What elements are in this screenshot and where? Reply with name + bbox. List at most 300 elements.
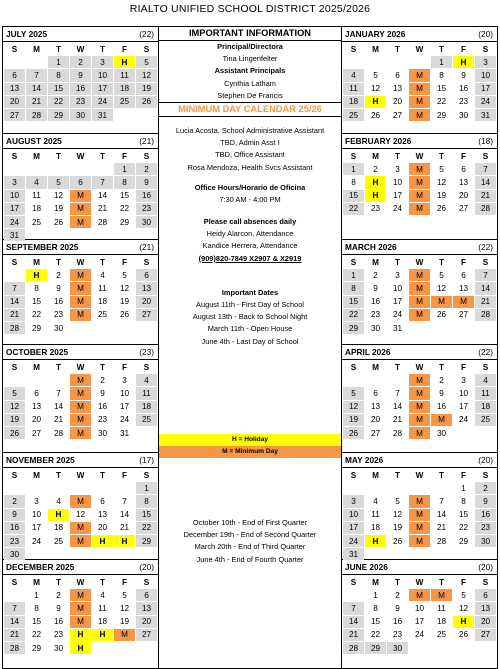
empty-cell	[365, 56, 386, 68]
non-school-day-cell: 30	[4, 548, 25, 560]
weekday-header: W	[415, 44, 424, 54]
day-cell: 29	[31, 643, 42, 653]
empty-cell	[4, 163, 25, 175]
weekday-header: T	[55, 44, 61, 54]
weekday-header: T	[55, 151, 61, 161]
day-cell: 29	[458, 536, 469, 546]
non-school-day-cell: 4	[475, 374, 496, 386]
non-school-day-cell: 30	[387, 642, 408, 654]
empty-cell	[48, 163, 69, 175]
day-cell: 16	[53, 617, 64, 627]
non-school-day-cell: 28	[343, 642, 364, 654]
day-cell: 2	[373, 164, 378, 174]
weekday-header: S	[143, 577, 150, 587]
day-cell: 24	[458, 415, 469, 425]
school-day-count: (23)	[139, 347, 154, 357]
school-day-count: (21)	[139, 136, 154, 146]
non-school-day-cell: 1	[136, 482, 157, 494]
day-cell: 3	[34, 496, 39, 506]
minimum-day-cell: M	[409, 414, 430, 426]
day-grid	[4, 42, 158, 121]
day-cell: 10	[458, 388, 469, 398]
day-cell: 3	[395, 270, 400, 280]
non-school-day-cell: 24	[343, 535, 364, 547]
day-cell: 20	[458, 191, 469, 201]
minimum-day-cell: M	[409, 535, 430, 547]
school-day-count: (20)	[139, 562, 154, 572]
holiday-cell: H	[92, 629, 113, 641]
weekday-header: T	[99, 257, 105, 267]
weekday-header: S	[350, 44, 357, 54]
day-cell: 27	[31, 428, 42, 438]
month-name: JULY 2025	[6, 29, 48, 39]
empty-cell	[4, 589, 25, 601]
minimum-day-cell: M	[409, 163, 430, 175]
day-cell: 24	[392, 204, 403, 214]
month-name: SEPTEMBER 2025	[6, 242, 79, 252]
day-cell: 5	[439, 270, 444, 280]
weekday-header: S	[11, 470, 18, 480]
weekday-header: W	[415, 577, 424, 587]
office-hours: 7:30 AM - 4:00 PM	[219, 194, 281, 204]
minimum-day-cell: M	[70, 203, 91, 215]
non-school-day-cell: 24	[475, 96, 496, 108]
day-cell: 14	[392, 402, 403, 412]
day-cell: 17	[414, 617, 425, 627]
minimum-day-cell: M	[70, 602, 91, 614]
day-cell: 27	[458, 204, 469, 214]
non-school-day-cell: 13	[136, 602, 157, 614]
empty-cell	[26, 374, 47, 386]
day-grid	[4, 149, 158, 241]
weekday-header: F	[460, 470, 466, 480]
month-name: JANUARY 2026	[345, 29, 406, 39]
absence-label: Please call absences daily	[203, 217, 297, 227]
day-grid	[343, 42, 497, 121]
non-school-day-cell: 30	[475, 535, 496, 547]
weekday-header: S	[11, 44, 18, 54]
school-day-count: (21)	[139, 242, 154, 252]
holiday-cell: H	[70, 642, 91, 654]
day-cell: 28	[392, 428, 403, 438]
minimum-day-cell: M	[70, 414, 91, 426]
month-calendar	[3, 560, 159, 668]
non-school-day-cell: 9	[136, 176, 157, 188]
day-cell: 30	[97, 428, 108, 438]
day-cell: 20	[370, 415, 381, 425]
day-cell: 18	[97, 617, 108, 627]
day-cell: 22	[31, 310, 42, 320]
minimum-day-cell: M	[409, 495, 430, 507]
non-school-day-cell: 29	[365, 642, 386, 654]
non-school-day-cell: 23	[4, 535, 25, 547]
day-cell: 23	[458, 97, 469, 107]
month-header	[3, 134, 158, 149]
day-cell: 3	[461, 375, 466, 385]
weekday-header: T	[99, 470, 105, 480]
day-cell: 8	[34, 283, 39, 293]
non-school-day-cell: 25	[114, 96, 135, 108]
day-cell: 21	[392, 415, 403, 425]
day-cell: 25	[31, 217, 42, 227]
day-cell: 15	[119, 191, 130, 201]
month-calendar	[3, 27, 159, 134]
month-name: MARCH 2026	[345, 242, 397, 252]
weekday-header: M	[33, 44, 40, 54]
non-school-day-cell: 15	[136, 509, 157, 521]
non-school-day-cell: 8	[114, 176, 135, 188]
non-school-day-cell: 21	[4, 629, 25, 641]
non-school-day-cell: 31	[92, 109, 113, 121]
non-school-day-cell: 23	[136, 203, 157, 215]
quarter-end-4: June 4th - End of Fourth Quarter	[196, 554, 304, 564]
holiday-cell: H	[26, 269, 47, 281]
weekday-header: T	[55, 362, 61, 372]
empty-cell	[70, 482, 91, 494]
weekday-header: T	[99, 362, 105, 372]
non-school-day-cell: 17	[475, 83, 496, 95]
quarter-end-1: October 10th - End of First Quarter	[192, 518, 308, 527]
minimum-day-cell: M	[70, 269, 91, 281]
day-cell: 23	[53, 630, 64, 640]
day-cell: 17	[31, 523, 42, 533]
day-cell: 13	[97, 510, 108, 520]
minimum-day-cell: M	[70, 522, 91, 534]
non-school-day-cell: 22	[343, 203, 364, 215]
day-cell: 30	[458, 110, 469, 120]
non-school-day-cell: 12	[136, 69, 157, 81]
day-cell: 27	[458, 310, 469, 320]
day-cell: 24	[414, 630, 425, 640]
non-school-day-cell: 5	[48, 176, 69, 188]
weekday-header: F	[121, 470, 127, 480]
day-grid	[4, 255, 158, 334]
month-name: OCTOBER 2025	[6, 347, 69, 357]
day-cell: 5	[461, 590, 466, 600]
weekday-header: T	[394, 470, 400, 480]
empty-cell	[4, 482, 25, 494]
weekday-header: S	[11, 577, 18, 587]
non-school-day-cell: 22	[343, 309, 364, 321]
non-school-day-cell: 7	[92, 176, 113, 188]
holiday-cell: H	[365, 176, 386, 188]
minimum-day-cell: M	[409, 589, 430, 601]
day-cell: 13	[458, 177, 469, 187]
month-name: APRIL 2026	[345, 347, 391, 357]
non-school-day-cell: 12	[4, 401, 25, 413]
weekday-header: S	[143, 44, 150, 54]
weekday-header: S	[350, 577, 357, 587]
non-school-day-cell: 5	[136, 56, 157, 68]
non-school-day-cell: 11	[475, 387, 496, 399]
day-cell: 11	[98, 603, 107, 613]
day-cell: 27	[370, 428, 381, 438]
day-cell: 14	[97, 191, 108, 201]
non-school-day-cell: 20	[136, 296, 157, 308]
holiday-cell: H	[453, 616, 474, 628]
weekday-header: T	[438, 470, 444, 480]
day-cell: 21	[97, 204, 108, 214]
month-header	[342, 27, 497, 42]
day-cell: 12	[119, 603, 130, 613]
non-school-day-cell: 15	[343, 296, 364, 308]
non-school-day-cell: 31	[4, 229, 25, 241]
holiday-cell: H	[114, 535, 135, 547]
minimum-day-cell: M	[70, 216, 91, 228]
day-cell: 26	[392, 536, 403, 546]
minimum-day-cell: M	[409, 69, 430, 81]
day-cell: 9	[461, 70, 466, 80]
non-school-day-cell: 17	[92, 83, 113, 95]
non-school-day-cell: 9	[475, 495, 496, 507]
day-cell: 24	[392, 310, 403, 320]
empty-cell	[343, 56, 364, 68]
month-header	[342, 560, 497, 575]
day-cell: 26	[436, 310, 447, 320]
weekday-header: T	[394, 151, 400, 161]
important-information-heading: IMPORTANT INFORMATION	[159, 27, 341, 41]
non-school-day-cell: 4	[26, 176, 47, 188]
weekday-header: W	[415, 151, 424, 161]
day-cell: 11	[32, 191, 41, 201]
month-name: DECEMBER 2025	[6, 562, 75, 572]
non-school-day-cell: 25	[475, 414, 496, 426]
non-school-day-cell: 1	[343, 163, 364, 175]
non-school-day-cell: 27	[4, 109, 25, 121]
day-cell: 1	[461, 483, 466, 493]
non-school-day-cell: 11	[136, 387, 157, 399]
weekday-header: T	[438, 362, 444, 372]
important-date-1: August 11th - First Day of School	[196, 300, 304, 309]
weekday-header: M	[372, 44, 379, 54]
weekday-header: M	[33, 257, 40, 267]
day-cell: 2	[439, 375, 444, 385]
minimum-day-cell: M	[409, 282, 430, 294]
non-school-day-cell: 1	[431, 56, 452, 68]
non-school-day-cell: 5	[343, 387, 364, 399]
day-cell: 12	[436, 177, 447, 187]
weekday-header: W	[76, 470, 85, 480]
day-cell: 9	[56, 283, 61, 293]
school-day-count: (22)	[478, 242, 493, 252]
month-calendar	[3, 134, 159, 240]
day-cell: 18	[370, 523, 381, 533]
minimum-day-cell: M	[409, 190, 430, 202]
month-name: JUNE 2026	[345, 562, 388, 572]
weekday-header: T	[438, 151, 444, 161]
non-school-day-cell: 7	[4, 282, 25, 294]
quarter-end-2: December 19th - End of Second Quarter	[183, 530, 317, 540]
empty-cell	[26, 56, 47, 68]
weekday-header: W	[76, 151, 85, 161]
minimum-day-cell: M	[70, 309, 91, 321]
principal-name: Tina Lingenfelter	[222, 54, 278, 64]
day-cell: 22	[119, 204, 130, 214]
minimum-day-cell: M	[114, 629, 135, 641]
weekday-header: W	[415, 257, 424, 267]
legend-holiday: H = Holiday	[159, 434, 341, 446]
school-day-count: (22)	[139, 29, 154, 39]
non-school-day-cell: 14	[475, 282, 496, 294]
day-cell: 13	[31, 402, 42, 412]
non-school-day-cell: 8	[136, 495, 157, 507]
weekday-header: T	[438, 577, 444, 587]
weekday-header: F	[121, 577, 127, 587]
month-calendar	[341, 27, 497, 134]
minimum-day-cell: M	[70, 374, 91, 386]
day-cell: 28	[436, 536, 447, 546]
non-school-day-cell: 15	[48, 83, 69, 95]
weekday-header: F	[121, 362, 127, 372]
day-cell: 9	[56, 603, 61, 613]
day-cell: 22	[31, 630, 42, 640]
non-school-day-cell: 15	[343, 190, 364, 202]
empty-cell	[343, 374, 364, 386]
weekday-header: T	[394, 257, 400, 267]
legend-minimum-day: M = Minimum Day	[159, 446, 341, 458]
day-cell: 30	[370, 323, 381, 333]
day-cell: 29	[31, 323, 42, 333]
weekday-header: W	[76, 257, 85, 267]
weekday-header: F	[460, 577, 466, 587]
day-grid	[4, 468, 158, 560]
holiday-cell: H	[365, 535, 386, 547]
weekday-header: F	[121, 257, 127, 267]
non-school-day-cell: 29	[136, 535, 157, 547]
day-cell: 12	[458, 603, 469, 613]
non-school-day-cell: 4	[136, 374, 157, 386]
day-cell: 18	[53, 523, 64, 533]
non-school-day-cell: 16	[136, 190, 157, 202]
month-calendar	[341, 134, 497, 240]
non-school-day-cell: 26	[4, 427, 25, 439]
non-school-day-cell: 18	[475, 401, 496, 413]
holiday-cell: H	[48, 509, 69, 521]
non-school-day-cell: 3	[475, 56, 496, 68]
day-cell: 13	[392, 84, 403, 94]
day-cell: 11	[437, 603, 446, 613]
day-cell: 31	[119, 428, 130, 438]
holiday-cell: H	[114, 56, 135, 68]
school-day-count: (18)	[478, 136, 493, 146]
day-cell: 3	[395, 164, 400, 174]
empty-cell	[92, 482, 113, 494]
day-cell: 4	[56, 496, 61, 506]
month-header	[342, 240, 497, 255]
non-school-day-cell: 10	[343, 509, 364, 521]
day-cell: 1	[34, 590, 39, 600]
day-cell: 6	[461, 270, 466, 280]
assistant-principal-2: Stephen De Francis	[217, 90, 283, 100]
non-school-day-cell: 1	[343, 269, 364, 281]
day-cell: 3	[122, 375, 127, 385]
day-cell: 23	[370, 204, 381, 214]
non-school-day-cell: 17	[4, 203, 25, 215]
empty-cell	[365, 482, 386, 494]
day-cell: 19	[119, 617, 130, 627]
non-school-day-cell: 20	[136, 616, 157, 628]
non-school-day-cell: 28	[26, 109, 47, 121]
day-cell: 15	[31, 617, 42, 627]
day-grid	[343, 149, 497, 215]
day-cell: 9	[439, 388, 444, 398]
empty-cell	[365, 374, 386, 386]
non-school-day-cell: 22	[48, 96, 69, 108]
month-calendar	[341, 560, 497, 668]
non-school-day-cell: 30	[70, 109, 91, 121]
day-cell: 16	[97, 402, 108, 412]
month-name: NOVEMBER 2025	[6, 455, 75, 465]
weekday-header: S	[482, 257, 489, 267]
month-name: AUGUST 2025	[6, 136, 62, 146]
non-school-day-cell: 16	[475, 509, 496, 521]
non-school-day-cell: 7	[4, 602, 25, 614]
non-school-day-cell: 28	[475, 203, 496, 215]
month-header	[342, 453, 497, 468]
non-school-day-cell: 14	[4, 616, 25, 628]
day-cell: 13	[458, 283, 469, 293]
weekday-header: M	[33, 151, 40, 161]
day-cell: 18	[436, 617, 447, 627]
day-cell: 2	[56, 590, 61, 600]
day-cell: 13	[370, 402, 381, 412]
day-cell: 5	[122, 270, 127, 280]
day-cell: 31	[392, 323, 403, 333]
non-school-day-cell: 26	[136, 96, 157, 108]
day-grid	[4, 360, 158, 439]
day-cell: 17	[458, 402, 469, 412]
non-school-day-cell: 10	[92, 69, 113, 81]
minimum-day-cell: M	[409, 522, 430, 534]
non-school-day-cell: 13	[4, 83, 25, 95]
non-school-day-cell: 27	[475, 629, 496, 641]
day-cell: 10	[31, 510, 42, 520]
non-school-day-cell: 22	[136, 522, 157, 534]
non-school-day-cell: 8	[48, 69, 69, 81]
day-cell: 6	[100, 496, 105, 506]
empty-cell	[387, 482, 408, 494]
month-name: FEBRUARY 2026	[345, 136, 412, 146]
weekday-header: T	[55, 257, 61, 267]
non-school-day-cell: 7	[475, 269, 496, 281]
non-school-day-cell: 3	[4, 176, 25, 188]
month-calendar	[341, 453, 497, 560]
non-school-day-cell: 3	[92, 56, 113, 68]
day-cell: 29	[436, 110, 447, 120]
day-cell: 22	[436, 97, 447, 107]
non-school-day-cell: 1	[114, 163, 135, 175]
day-cell: 24	[31, 536, 42, 546]
weekday-header: M	[372, 151, 379, 161]
day-cell: 2	[100, 375, 105, 385]
weekday-header: S	[350, 151, 357, 161]
school-day-count: (20)	[478, 455, 493, 465]
school-day-count: (17)	[139, 455, 154, 465]
holiday-cell: H	[453, 56, 474, 68]
day-cell: 24	[119, 415, 130, 425]
school-day-count: (22)	[478, 347, 493, 357]
minimum-day-cell: M	[409, 374, 430, 386]
empty-cell	[26, 482, 47, 494]
non-school-day-cell: 19	[4, 414, 25, 426]
weekday-header: S	[143, 470, 150, 480]
non-school-day-cell: 13	[475, 602, 496, 614]
school-day-count: (20)	[478, 29, 493, 39]
empty-cell	[409, 56, 430, 68]
non-school-day-cell: 1	[48, 56, 69, 68]
weekday-header: T	[99, 577, 105, 587]
day-cell: 7	[56, 388, 61, 398]
